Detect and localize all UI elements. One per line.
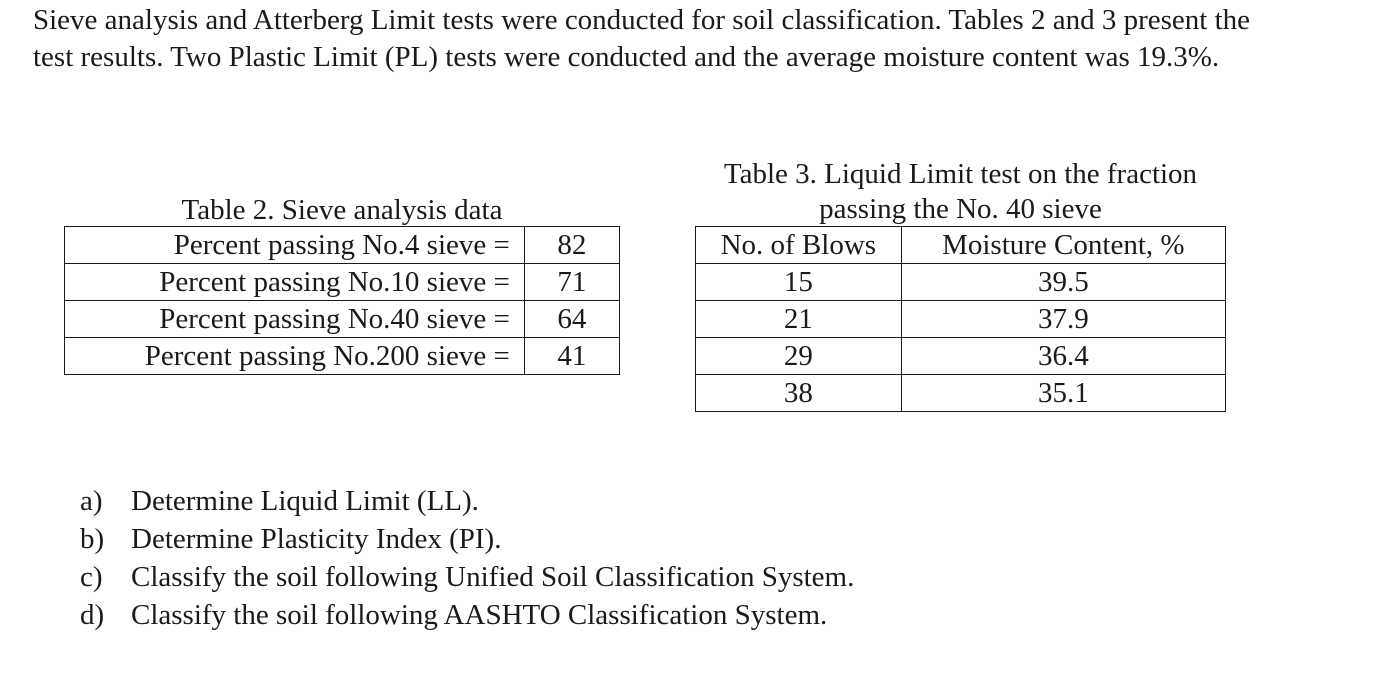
question-list [80, 482, 854, 634]
row-label: Percent passing No.200 sieve = [65, 338, 525, 375]
row-value: 82 [524, 227, 619, 264]
blows-cell: 29 [696, 338, 902, 375]
moisture-cell: 36.4 [901, 338, 1225, 375]
table-row [65, 264, 620, 301]
blows-cell: 21 [696, 301, 902, 338]
list-item [80, 482, 854, 520]
header-blows: No. of Blows [696, 227, 902, 264]
table3-caption [695, 157, 1226, 227]
table2-caption: Table 2. Sieve analysis data [181, 194, 503, 226]
moisture-cell: 35.1 [901, 375, 1225, 412]
intro-line-2: test results. Two Plastic Limit (PL) tests were conducted and the average moisture content was 19.3%. [33, 41, 1220, 73]
question-text: Determine Plasticity Index (PI). [131, 523, 502, 555]
table-row [696, 338, 1226, 375]
blows-cell: 15 [696, 264, 902, 301]
question-marker: c) [80, 561, 103, 593]
list-item [80, 520, 854, 558]
table-row [696, 301, 1226, 338]
question-marker: d) [80, 599, 105, 631]
liquid-limit-table [695, 226, 1226, 412]
row-value: 64 [524, 301, 619, 338]
question-marker: b) [80, 523, 105, 555]
list-item [80, 558, 854, 596]
question-marker: a) [80, 485, 103, 517]
row-label: Percent passing No.4 sieve = [65, 227, 525, 264]
intro-line-1: Sieve analysis and Atterberg Limit tests were conducted for soil classification. Tables 2 and 3 present the [33, 4, 1250, 36]
table3-caption-line-2: passing the No. 40 sieve [819, 193, 1102, 225]
table3-caption-line-1: Table 3. Liquid Limit test on the fraction [723, 158, 1198, 190]
table-row [65, 338, 620, 375]
table-row [696, 375, 1226, 412]
sieve-analysis-table [64, 226, 620, 375]
row-value: 41 [524, 338, 619, 375]
table-header-row [696, 227, 1226, 264]
row-label: Percent passing No.40 sieve = [65, 301, 525, 338]
question-text: Classify the soil following AASHTO Classification System. [131, 599, 828, 631]
table-row [65, 301, 620, 338]
question-text: Determine Liquid Limit (LL). [131, 485, 479, 517]
table-row [65, 227, 620, 264]
table-row [696, 264, 1226, 301]
problem-statement [33, 2, 1363, 76]
row-value: 71 [524, 264, 619, 301]
question-text: Classify the soil following Unified Soil Classification System. [131, 561, 855, 593]
moisture-cell: 37.9 [901, 301, 1225, 338]
blows-cell: 38 [696, 375, 902, 412]
header-moisture: Moisture Content, % [901, 227, 1225, 264]
moisture-cell: 39.5 [901, 264, 1225, 301]
list-item [80, 596, 854, 634]
row-label: Percent passing No.10 sieve = [65, 264, 525, 301]
